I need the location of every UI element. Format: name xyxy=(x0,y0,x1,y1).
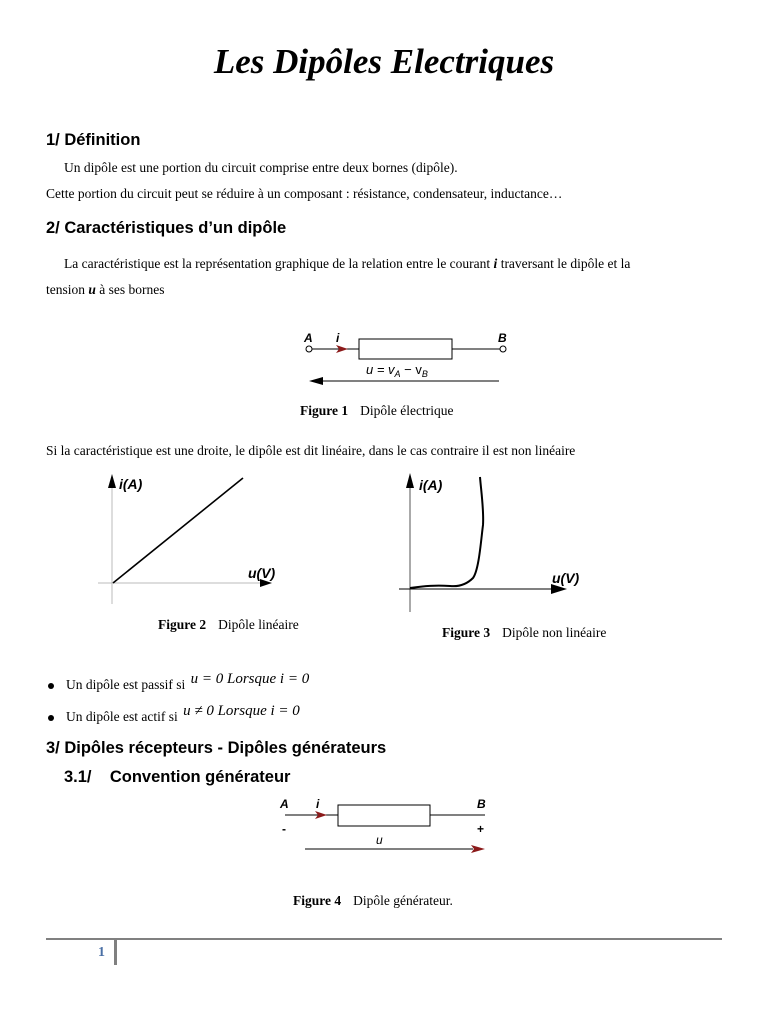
current-symbol: i xyxy=(493,256,498,271)
nonlinear-characteristic-curve xyxy=(410,477,483,588)
figure-1-dipole-diagram xyxy=(295,326,515,390)
characteristic-paragraph-line-1 xyxy=(64,256,630,272)
bullet-text: Un dipôle est passif si xyxy=(66,677,186,692)
voltage-symbol: u xyxy=(88,282,96,297)
terminal-a-label: A xyxy=(304,331,313,345)
figure-3-nonlinear-graph xyxy=(395,470,605,615)
caption-number: Figure 2 xyxy=(158,617,207,632)
subsection-3-1-heading: 3.1/ Convention générateur xyxy=(64,768,291,786)
bullet-icon xyxy=(48,683,54,689)
figure-2-linear-graph xyxy=(90,470,300,610)
caption-text: Dipôle non linéaire xyxy=(502,625,607,640)
footer-separator xyxy=(114,940,117,965)
y-axis-arrow-icon xyxy=(406,473,414,488)
caption-text: Dipôle générateur. xyxy=(353,893,453,908)
bullet-active-dipole xyxy=(48,703,300,726)
page-title: Les Dipôles Electriques xyxy=(213,42,555,81)
figure-1-caption xyxy=(300,403,453,419)
figure-3-caption xyxy=(442,625,606,641)
passive-condition: u = 0 Lorsque i = 0 xyxy=(190,671,310,687)
plus-terminal-sign: + xyxy=(477,822,485,836)
voltage-arrow-icon xyxy=(309,377,323,385)
para-text: tension xyxy=(46,282,89,297)
definition-line-1: Un dipôle est une portion du circuit comprise entre deux bornes (dipôle). xyxy=(64,160,458,175)
caption-number: Figure 3 xyxy=(442,625,491,640)
definition-line-2: Cette portion du circuit peut se réduire à un composant : résistance, condensateur, inductance… xyxy=(46,186,563,201)
current-label: i xyxy=(316,797,320,811)
terminal-a-node xyxy=(306,346,312,352)
y-axis-arrow-icon xyxy=(108,474,116,488)
footer-rule xyxy=(46,938,722,940)
terminal-a-label: A xyxy=(280,797,289,811)
caption-text: Dipôle électrique xyxy=(360,403,454,418)
figure-2-caption xyxy=(158,617,299,633)
voltage-label: u xyxy=(376,833,383,847)
bullet-text: Un dipôle est actif si xyxy=(66,709,178,724)
voltage-equation: $u = v_A - v_B$ xyxy=(366,362,428,379)
terminal-b-node xyxy=(500,346,506,352)
section-3-heading: 3/ Dipôles récepteurs - Dipôles générateurs xyxy=(46,739,387,757)
dipole-component xyxy=(359,339,452,359)
x-axis-label: u(V) xyxy=(552,570,580,586)
minus-terminal-sign: - xyxy=(282,822,286,836)
caption-text: Dipôle linéaire xyxy=(218,617,299,632)
figure-4-caption xyxy=(293,893,453,909)
section-2-heading: 2/ Caractéristiques d’un dipôle xyxy=(46,219,287,237)
active-condition: u ≠ 0 Lorsque i = 0 xyxy=(183,703,300,719)
dipole-component xyxy=(338,805,430,826)
para-text: à ses bornes xyxy=(95,282,165,297)
terminal-b-label: B xyxy=(477,797,486,811)
bullet-icon xyxy=(48,715,54,721)
para-text: traversant le dipôle et la xyxy=(497,256,631,271)
page-number: 1 xyxy=(98,945,105,960)
characteristic-paragraph-line-2 xyxy=(46,282,165,298)
caption-number: Figure 4 xyxy=(293,893,342,908)
x-axis-label: u(V) xyxy=(248,565,276,581)
voltage-arrow-icon xyxy=(471,845,485,853)
linearity-paragraph: Si la caractéristique est une droite, le dipôle est dit linéaire, dans le cas contraire il est non linéaire xyxy=(46,443,576,458)
para-text: La caractéristique est la représentation graphique de la relation entre le courant xyxy=(64,256,494,271)
y-axis-label: i(A) xyxy=(419,477,443,493)
y-axis-label: i(A) xyxy=(119,476,143,492)
linear-characteristic-line xyxy=(113,478,243,583)
figure-4-generator-diagram xyxy=(275,793,500,857)
bullet-passive-dipole xyxy=(48,671,310,694)
current-label: i xyxy=(336,331,340,345)
terminal-b-label: B xyxy=(498,331,507,345)
section-1-heading: 1/ Définition xyxy=(46,131,141,149)
caption-number: Figure 1 xyxy=(300,403,349,418)
